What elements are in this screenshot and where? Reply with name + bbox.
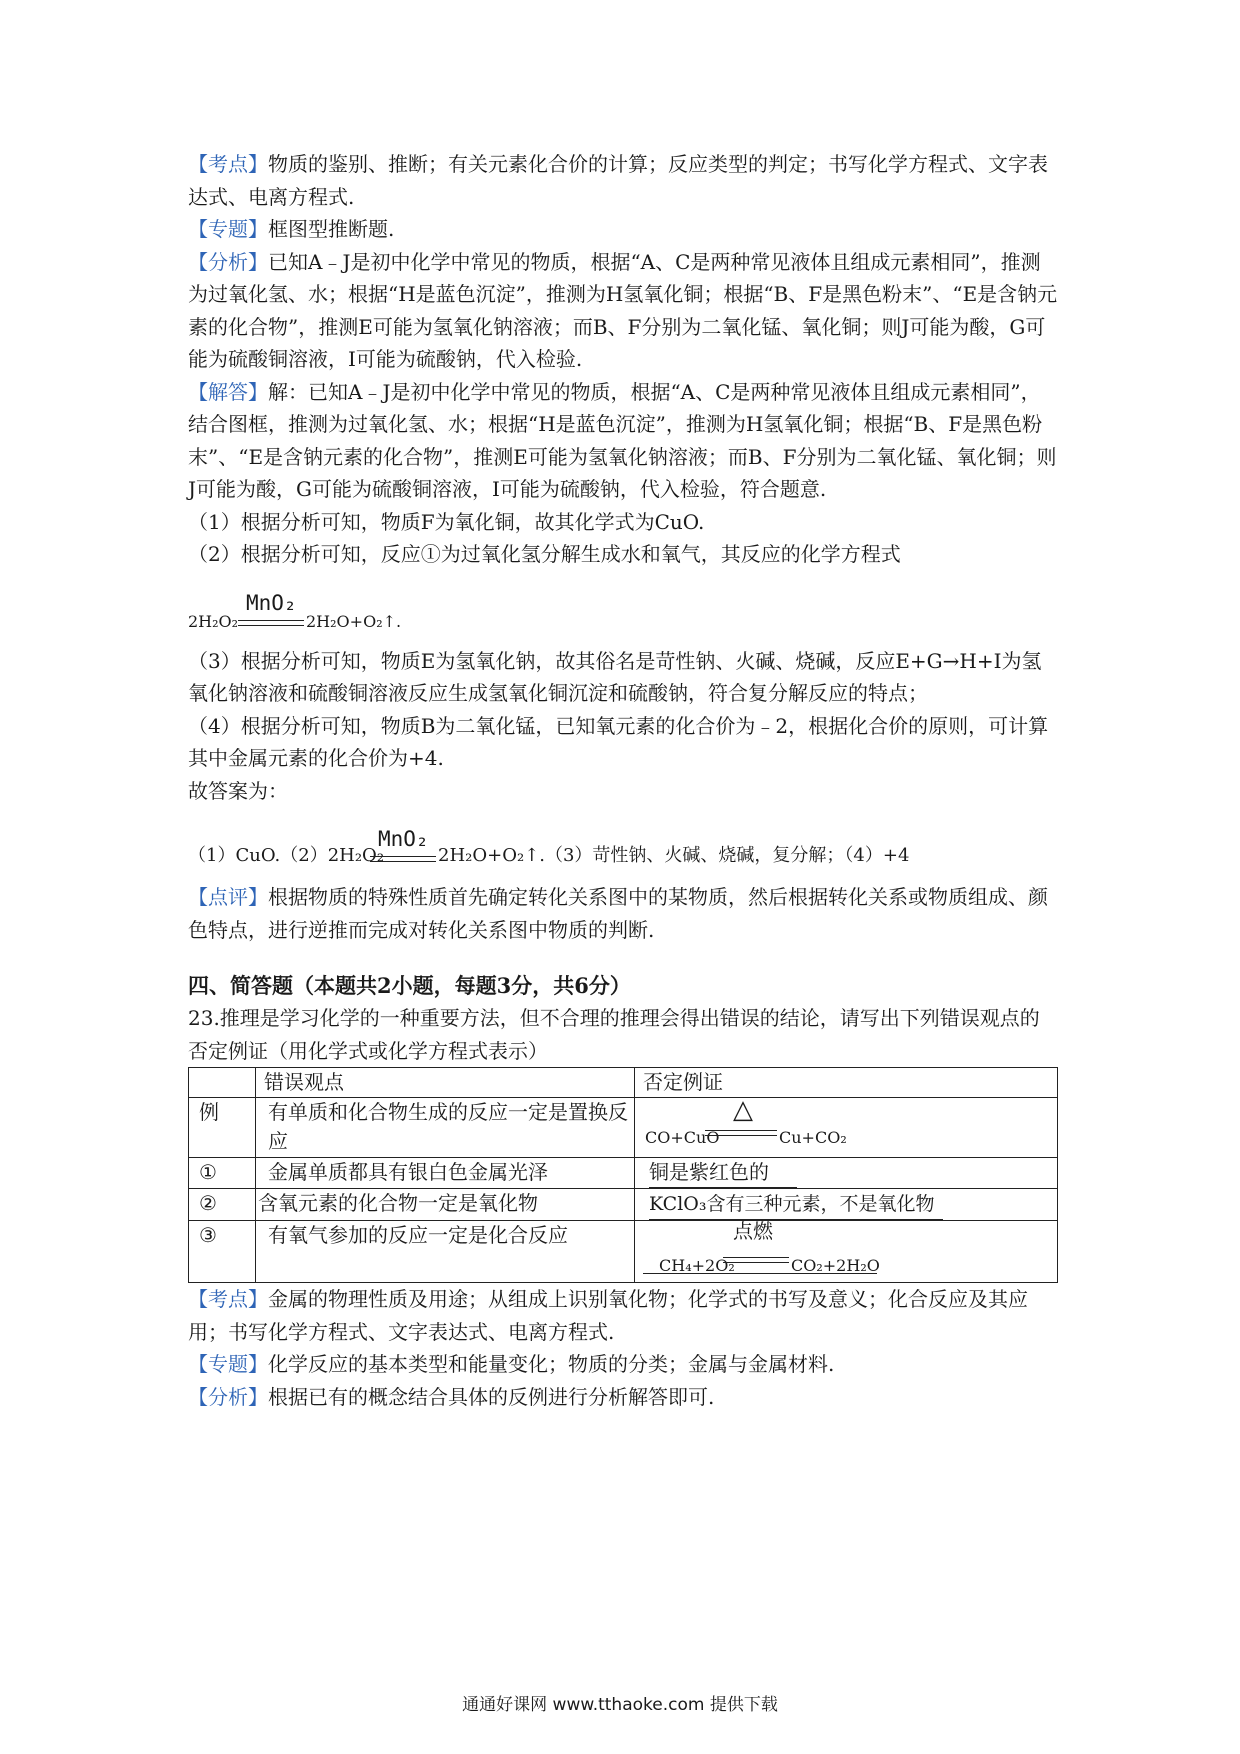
answer-table (188, 1067, 1058, 1283)
example-arrow (705, 1130, 777, 1136)
fenxi-text: 根据已有的概念结合具体的反例进行分析解答即可. (268, 1384, 715, 1409)
table-cell-view: 含氧元素的化合物一定是氧化物 (256, 1189, 635, 1221)
example-condition-ignite: 点燃 (733, 1219, 773, 1243)
final-answer-part-b: 2H₂O+O₂↑.（3）苛性钠、火碱、烧碱，复分解；（4）+4 (438, 845, 910, 866)
jieda-paragraph (188, 376, 1058, 506)
table-cell-view: 有单质和化合物生成的反应一定是置换反应 (256, 1098, 635, 1158)
fenxi-paragraph-2 (188, 1381, 1058, 1414)
table-header-cell: 否定例证 (635, 1068, 1058, 1098)
example-reactants: CH₄+2O₂ (659, 1256, 735, 1275)
kaodian-tag: 【考点】 (188, 152, 268, 176)
answer-item-4: （4）根据分析可知，物质B为二氧化锰，已知氧元素的化合价为﹣2，根据化合价的原则，可计算其中金属元素的化合价为+4. (188, 713, 1049, 770)
equation-reactants: 2H₂O₂ (188, 611, 239, 631)
kaodian-paragraph-2 (188, 1283, 1058, 1348)
example-products: Cu+CO₂ (779, 1128, 847, 1147)
example-reactants: CO+CuO (645, 1128, 720, 1147)
table-cell-no: ① (189, 1158, 256, 1189)
fenxi-tag: 【分析】 (188, 1384, 268, 1409)
table-cell-example (635, 1189, 1058, 1221)
dianping-tag: 【点评】 (188, 885, 268, 909)
kaodian-text: 物质的鉴别、推断；有关元素化合价的计算；反应类型的判定；书写化学方程式、文字表达式、电离方程式. (188, 152, 1048, 209)
zhuanti-paragraph-2 (188, 1348, 1058, 1381)
example-underline (643, 1273, 877, 1274)
answer-item-3: （3）根据分析可知，物质E为氢氧化钠，故其俗名是苛性钠、火碱、烧碱，反应E+G→H+I为氢氧化钠溶液和硫酸铜溶液反应生成氢氧化铜沉淀和硫酸钠，符合复分解反应的特点； (188, 648, 1042, 705)
table-cell-no: ③ (189, 1221, 256, 1283)
example-products: CO₂+2H₂O (791, 1256, 880, 1275)
answer-intro: 故答案为： (188, 778, 288, 803)
answer-item-1: （1）根据分析可知，物质F为氧化铜，故其化学式为CuO. (188, 509, 705, 534)
kaodian-text: 金属的物理性质及用途；从组成上识别氧化物；化学式的书写及意义；化合反应及其应用；书写化学方程式、文字表达式、电离方程式. (188, 1287, 1028, 1344)
table-cell-no: 例 (189, 1098, 256, 1158)
example-arrow (723, 1257, 789, 1263)
table-cell-example (635, 1221, 1058, 1283)
fenxi-paragraph (188, 246, 1058, 376)
table-row (189, 1221, 1058, 1283)
table-header-cell: 错误观点 (256, 1068, 635, 1098)
equation-arrow (238, 620, 304, 626)
equation-h2o2 (188, 571, 1058, 645)
zhuanti-tag: 【专题】 (188, 217, 268, 241)
page-footer: 通通好课网 www.tthaoke.com 提供下载 (462, 1695, 778, 1715)
equation-condition: MnO₂ (246, 590, 297, 615)
fenxi-tag: 【分析】 (188, 249, 268, 274)
zhuanti-tag: 【专题】 (188, 1352, 268, 1376)
document-page (188, 148, 1058, 1413)
answer-item-2: （2）根据分析可知，反应①为过氧化氢分解生成水和氧气，其反应的化学方程式 (188, 542, 901, 566)
zhuanti-text: 框图型推断题. (268, 217, 395, 241)
kaodian-paragraph (188, 148, 1058, 213)
table-row (189, 1158, 1058, 1189)
table-cell-view: 有氧气参加的反应一定是化合反应 (256, 1221, 635, 1283)
dianping-paragraph (188, 881, 1058, 946)
table-cell-view: 金属单质都具有银白色金属光泽 (256, 1158, 635, 1189)
dianping-text: 根据物质的特殊性质首先确定转化关系图中的某物质，然后根据转化关系或物质组成、颜色特点，进行逆推而完成对转化关系图中物质的判断. (188, 885, 1048, 942)
table-header-row (189, 1068, 1058, 1098)
table-cell-example (635, 1095, 1058, 1158)
zhuanti-text: 化学反应的基本类型和能量变化；物质的分类；金属与金属材料. (268, 1352, 835, 1376)
jieda-tag: 【解答】 (188, 379, 268, 404)
kaodian-tag: 【考点】 (188, 1287, 268, 1311)
table-row (189, 1189, 1058, 1221)
section-title: 四、简答题（本题共2小题，每题3分，共6分） (188, 973, 631, 998)
final-answer-arrow (370, 856, 436, 862)
example-answer: 铜是紫红色的 (649, 1158, 797, 1188)
example-condition-heat: △ (733, 1095, 753, 1125)
table-cell-no: ② (189, 1189, 256, 1221)
table-row (189, 1098, 1058, 1158)
table-cell-example (635, 1158, 1058, 1189)
question-23: 23.推理是学习化学的一种重要方法，但不合理的推理会得出错误的结论，请写出下列错误观点的否定例证（用化学式或化学方程式表示） (188, 1006, 1040, 1063)
jieda-text: 解：已知A﹣J是初中化学中常见的物质，根据“A、C是两种常见液体且组成元素相同”，结合图框，推测为过氧化氢、水；根据“H是蓝色沉淀”，推测为H氢氧化铜；根据“B、F是黑色粉末”、“E是含钠元素的化合物”，推测E可能为氢氧化钠溶液；而B、F分别为二氧化锰、氧化铜；则J可能为酸，G可能为硫酸铜溶液，I可能为硫酸钠，代入检验，符合题意. (188, 379, 1057, 501)
final-answer-line (188, 807, 1058, 881)
equation-products: 2H₂O+O₂↑. (306, 611, 402, 631)
final-answer-part-a: （1）CuO.（2）2H₂O₂ (188, 845, 385, 866)
final-answer-condition: MnO₂ (378, 827, 429, 851)
zhuanti-paragraph (188, 213, 1058, 246)
table-header-cell (189, 1068, 256, 1098)
fenxi-text: 已知A﹣J是初中化学中常见的物质，根据“A、C是两种常见液体且组成元素相同”，推测为过氧化氢、水；根据“H是蓝色沉淀”，推测为H氢氧化铜；根据“B、F是黑色粉末”、“E是含钠元素的化合物”，推测E可能为氢氧化钠溶液；而B、F分别为二氧化锰、氧化铜；则J可能为酸，G可能为硫酸铜溶液，I可能为硫酸钠，代入检验. (188, 249, 1058, 371)
example-answer: KClO₃含有三种元素，不是氧化物 (649, 1190, 943, 1220)
